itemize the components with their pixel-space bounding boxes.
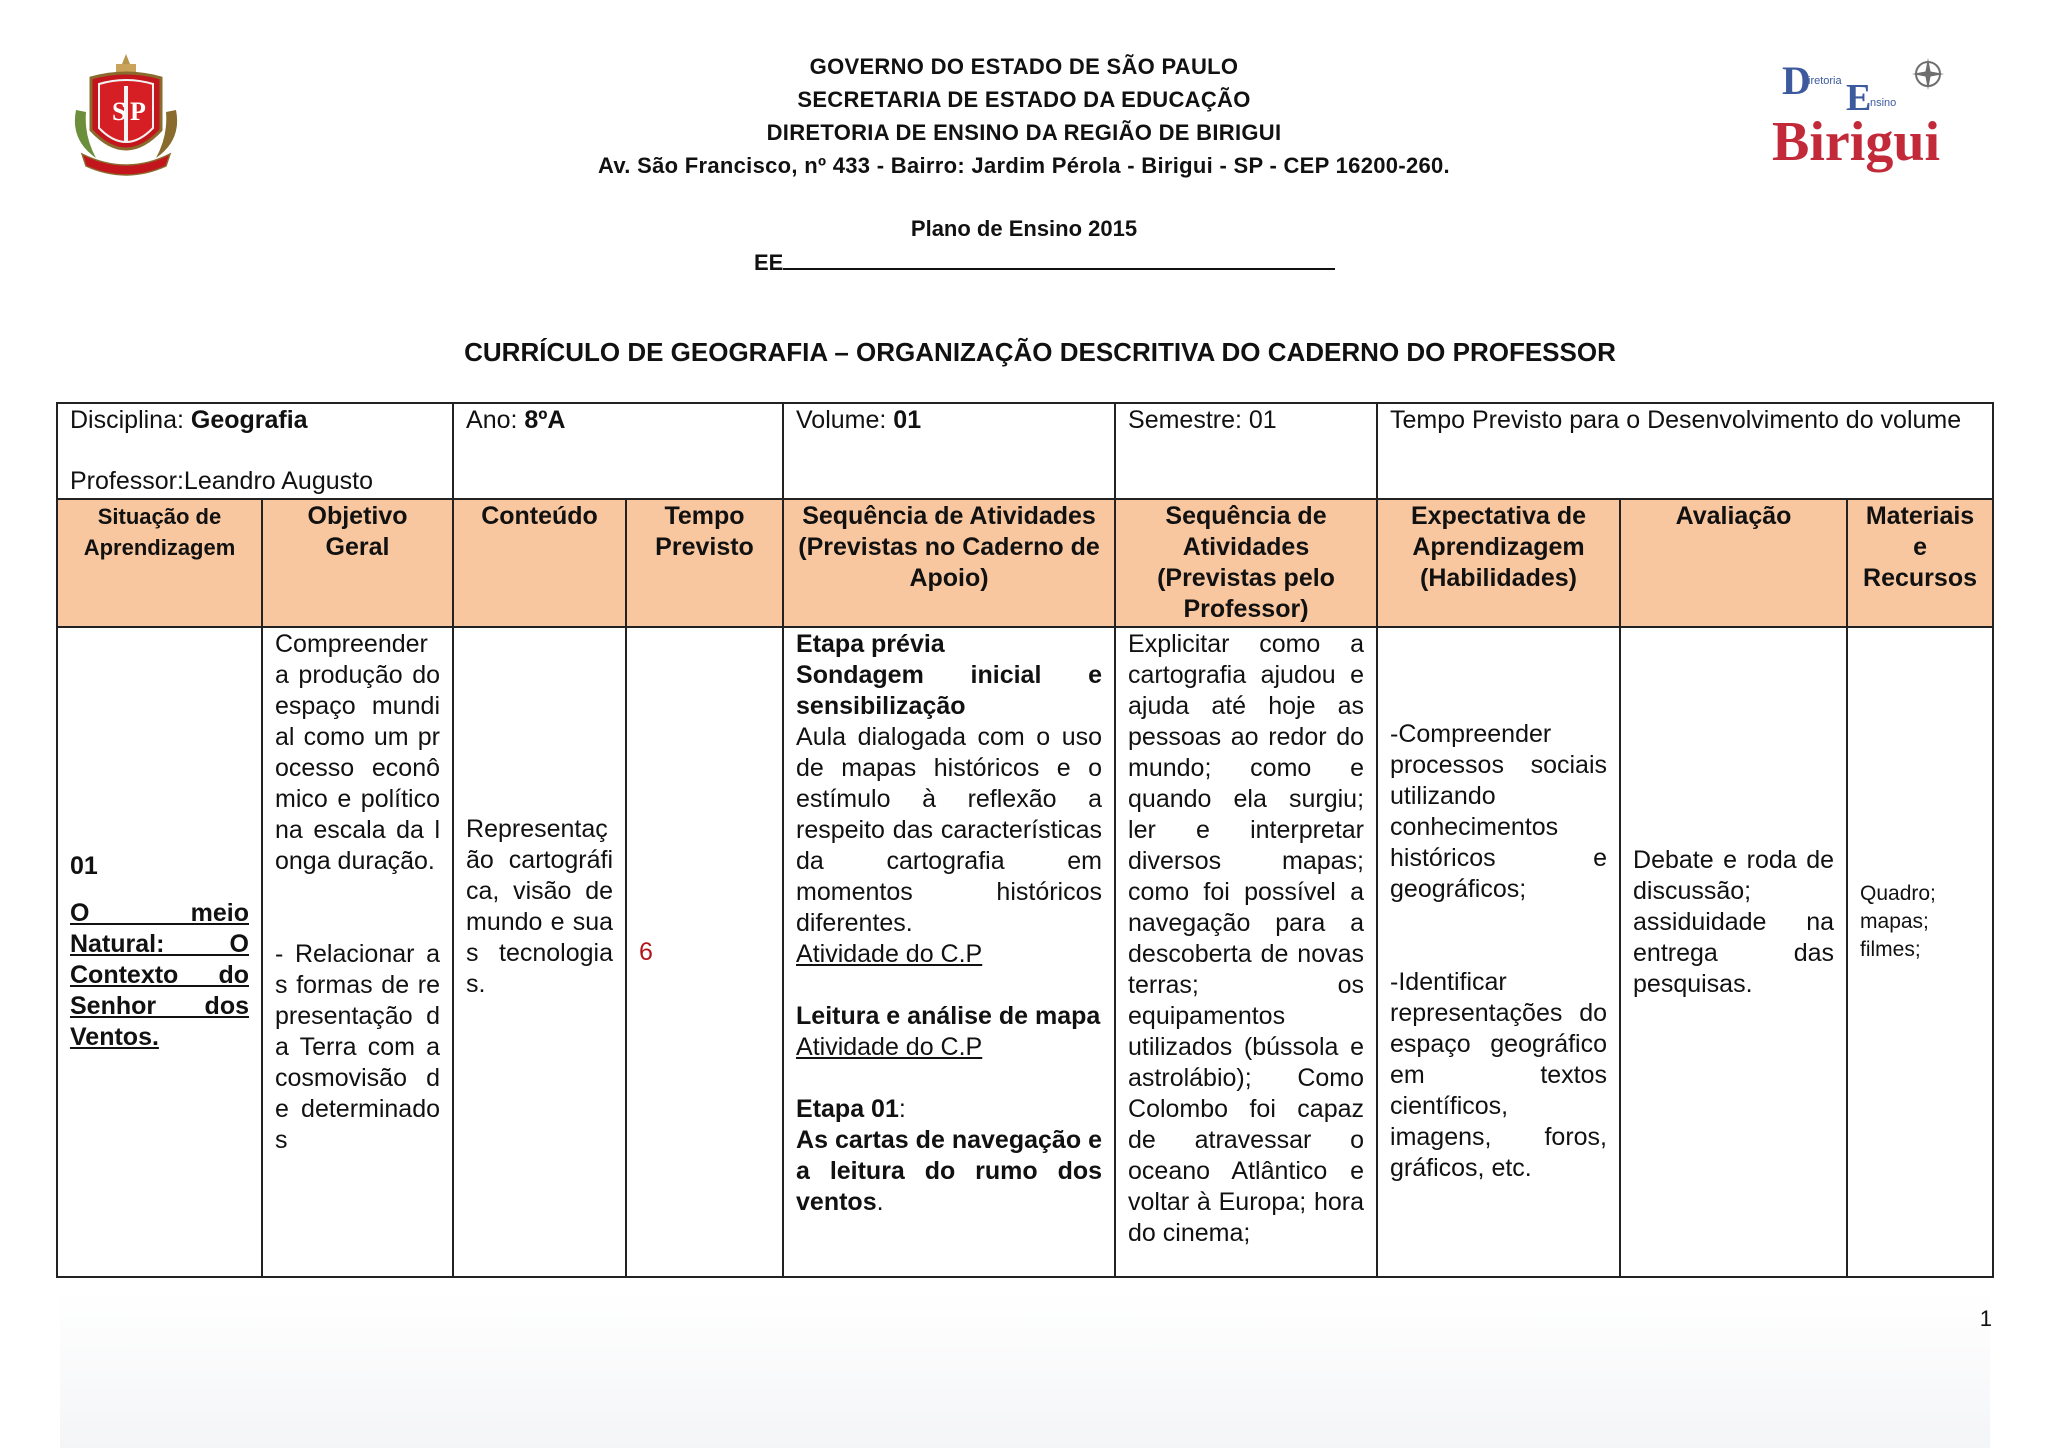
- svg-text:E: E: [1846, 77, 1872, 119]
- col-header-materiais: Materiais e Recursos: [1847, 499, 1993, 627]
- leitura-label: Leitura e análise de mapa: [796, 1002, 1101, 1030]
- tempo-previsto-volume-cell: Tempo Previsto para o Desenvolvimento do volume: [1377, 403, 1993, 499]
- disciplina-value: Geografia: [190, 406, 308, 434]
- seq-professor-text: Explicitar como a cartografia ajudou e ajuda até hoje as pessoas ao redor do mundo; como e quando ela surgiu; ler e interpretar diversos mapas; como foi possível a navegação para a descoberta de novas terras; os equipamentos utilizados (bússola e astrolábio); Como Colombo foi capaz de atravessar o oceano Atlântico e voltar à Europa; hora do cinema;: [1128, 630, 1365, 1247]
- avaliacao-cell: [1620, 627, 1847, 1277]
- curriculum-title: CURRÍCULO DE GEOGRAFIA – ORGANIZAÇÃO DESCRITIVA DO CADERNO DO PROFESSOR: [464, 337, 1616, 367]
- volume-cell: [783, 403, 1115, 499]
- disciplina-cell: [57, 403, 453, 499]
- col-header-expectativa: Expectativa de Aprendizagem (Habilidades): [1377, 499, 1620, 627]
- seq-professor-cell: [1115, 627, 1377, 1277]
- logo-small-text-2: nsino: [1870, 97, 1897, 109]
- aula-text: Aula dialogada com o uso de mapas históricos e o estímulo à reflexão a respeito das características da cartografia em momentos históricos diferentes.: [796, 723, 1103, 937]
- expectativa-cell: [1377, 627, 1620, 1277]
- info-row: [57, 403, 1993, 499]
- situacao-number: 01: [70, 852, 98, 880]
- col-header-seq-apoio: Sequência de Atividades (Previstas no Caderno de Apoio): [783, 499, 1115, 627]
- page-background: [60, 1290, 1990, 1448]
- header-line-secretaria: SECRETARIA DE ESTADO DA EDUCAÇÃO: [797, 87, 1251, 112]
- table-row: [57, 627, 1993, 1277]
- expectativa-text-2: -Identificar representações do espaço geográfico em textos científicos, imagens, foros, gráficos, etc.: [1390, 968, 1608, 1182]
- logo-small-text-1: iretoria: [1808, 75, 1842, 87]
- cartas-dot: .: [876, 1188, 884, 1216]
- school-name-line: [754, 250, 1335, 276]
- tempo-value: 6: [639, 937, 653, 966]
- seq-apoio-cell: [783, 627, 1115, 1277]
- plano-de-ensino-title: Plano de Ensino 2015: [910, 216, 1138, 241]
- curriculum-table: [56, 402, 1994, 1278]
- ano-cell: [453, 403, 783, 499]
- volume-label: Volume:: [796, 406, 894, 434]
- col-header-avaliacao: Avaliação: [1620, 499, 1847, 627]
- conteudo-text: Representação cartográfica, visão de mundo e suas tecnologias.: [466, 815, 614, 998]
- col-header-conteudo: Conteúdo: [453, 499, 626, 627]
- volume-value: 01: [893, 406, 922, 434]
- disciplina-line: [70, 405, 440, 436]
- objetivo-cell: [262, 627, 453, 1277]
- objetivo-text-2: - Relacionar as formas de representação da Terra com a cosmovisão de determinados: [275, 940, 441, 1154]
- ee-blank-line: [783, 254, 1335, 270]
- semestre-cell: Semestre: 01: [1115, 403, 1377, 499]
- ano-value: 8ºA: [524, 406, 566, 434]
- expectativa-text-1: -Compreender processos sociais utilizando conhecimentos históricos e geográficos;: [1390, 720, 1608, 903]
- avaliacao-text: Debate e roda de discussão; assiduidade na entrega das pesquisas.: [1633, 845, 1835, 998]
- col-header-situacao: Situação de Aprendizagem: [57, 499, 262, 627]
- atividade-cp-link-1: Atividade do C.P: [796, 940, 983, 968]
- diretoria-ensino-birigui-logo: [1768, 48, 1968, 178]
- etapa-01-label: Etapa 01: [796, 1095, 899, 1123]
- tempo-cell: [626, 627, 783, 1277]
- materiais-cell: [1847, 627, 1993, 1277]
- etapa-01-colon: :: [898, 1095, 906, 1123]
- logo-birigui-text: Birigui: [1772, 111, 1941, 173]
- disciplina-label: Disciplina:: [70, 406, 191, 434]
- professor-name: Professor:Leandro Augusto: [70, 467, 373, 495]
- conteudo-cell: [453, 627, 626, 1277]
- sondagem-label: Sondagem inicial e sensibilização: [796, 661, 1103, 720]
- column-header-row: [57, 499, 1993, 627]
- col-header-tempo: Tempo Previsto: [626, 499, 783, 627]
- ano-label: Ano:: [466, 406, 525, 434]
- cartas-label: As cartas de navegação e a leitura do rumo dos ventos: [796, 1126, 1103, 1216]
- svg-text:P: P: [130, 97, 146, 126]
- atividade-cp-link-2: Atividade do C.P: [796, 1033, 983, 1061]
- situacao-cell: [57, 627, 262, 1277]
- svg-text:S: S: [112, 97, 127, 126]
- header-block: [0, 50, 2048, 182]
- svg-text:D: D: [1782, 58, 1811, 103]
- header-line-government: GOVERNO DO ESTADO DE SÃO PAULO: [809, 54, 1239, 79]
- objetivo-text-1: Compreender a produção do espaço mundial como um processo econômico e político na escala da longa duração.: [275, 630, 441, 875]
- header-line-address: Av. São Francisco, nº 433 - Bairro: Jardim Pérola - Birigui - SP - CEP 16200-260.: [598, 153, 1450, 178]
- col-header-objetivo: Objetivo Geral: [262, 499, 453, 627]
- etapa-previa-label: Etapa prévia: [796, 630, 945, 658]
- page-number: 1: [1979, 1306, 1992, 1331]
- situacao-title: O meio Natural: O Contexto do Senhor dos Ventos.: [70, 899, 249, 1051]
- materiais-text: Quadro; mapas; filmes;: [1860, 882, 1936, 961]
- col-header-seq-professor: Sequência de Atividades (Previstas pelo Professor): [1115, 499, 1377, 627]
- ee-label: EE: [754, 250, 784, 275]
- header-line-diretoria: DIRETORIA DE ENSINO DA REGIÃO DE BIRIGUI: [766, 120, 1282, 145]
